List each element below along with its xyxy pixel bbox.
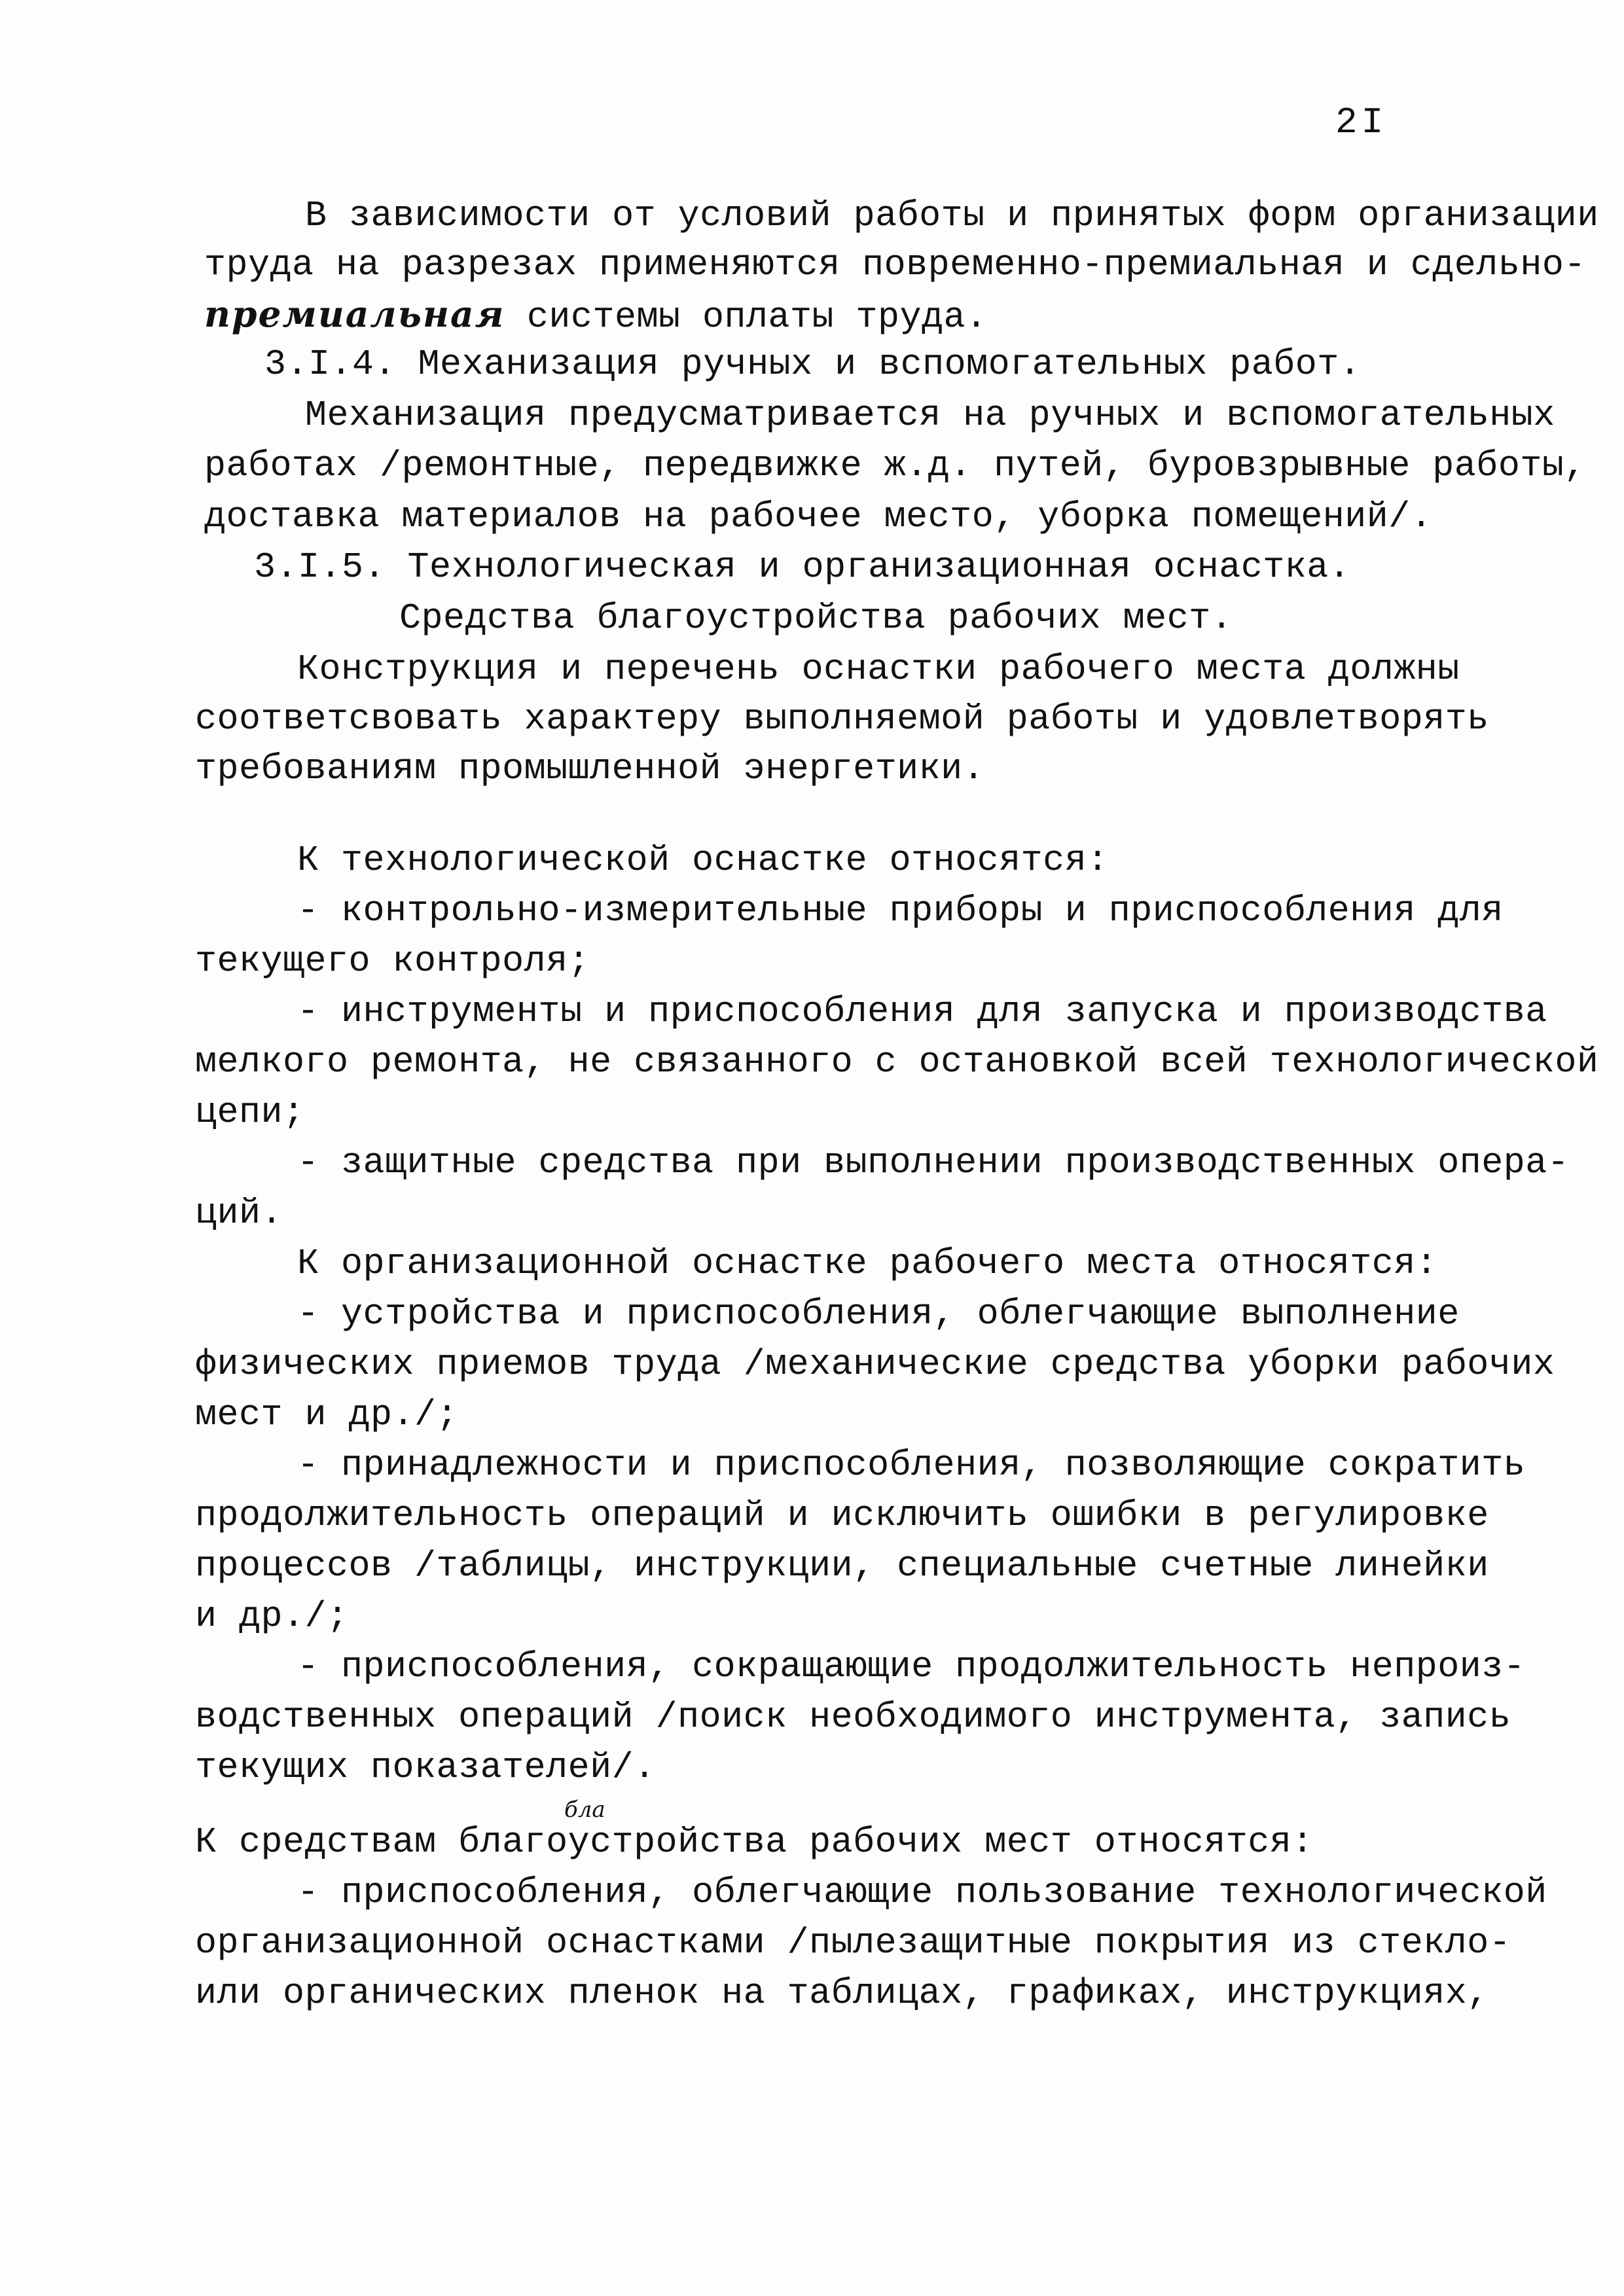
text-line: работах /ремонтные, передвижке ж.д. путей, буровзрывные работы,: [204, 445, 1586, 486]
text-line: К технологической оснастке относятся:: [297, 840, 1109, 881]
handwritten-correction: бла: [564, 1797, 605, 1823]
list-item: - устройства и приспособления, облегчающие выполнение: [297, 1293, 1460, 1335]
list-item: - контрольно-измерительные приборы и приспособления для: [297, 890, 1504, 931]
list-item: - приспособления, сокращающие продолжительность непроиз-: [297, 1646, 1526, 1687]
text-line: Конструкция и перечень оснастки рабочего места должны: [297, 649, 1460, 690]
subheading: Средства благоустройства рабочих мест.: [399, 598, 1233, 639]
list-item: - принадлежности и приспособления, позволяющие сократить: [297, 1444, 1526, 1486]
text-line: ций.: [195, 1193, 283, 1234]
handwritten-word: премиальная: [204, 293, 505, 335]
list-item: - защитные средства при выполнении производственных опера-: [297, 1142, 1570, 1183]
text-line: труда на разрезах применяются повременно-премиальная и сдельно-: [204, 244, 1586, 285]
list-item: - приспособления, облегчающие пользование технологической: [297, 1872, 1547, 1913]
text-line: или органических пленок на таблицах, графиках, инструкциях,: [195, 1973, 1489, 2014]
text-line: организационной оснастками /пылезащитные покрытия из стекло-: [195, 1922, 1511, 1964]
text-line: В зависимости от условий работы и принятых форм организации: [305, 195, 1599, 236]
text-line: текущего контроля;: [195, 941, 590, 982]
text-line: продолжительность операций и исключить ошибки в регулировке: [195, 1495, 1489, 1536]
text-line: Механизация предусматривается на ручных и вспомогательных: [305, 395, 1555, 436]
text-line: и др./;: [195, 1596, 349, 1637]
list-item: - инструменты и приспособления для запуска и производства: [297, 991, 1547, 1032]
section-heading-3-1-4: 3.I.4. Механизация ручных и вспомогательных работ.: [264, 344, 1362, 385]
text-line: физических приемов труда /механические средства уборки рабочих: [195, 1344, 1555, 1385]
text-line: К средствам благоустройства рабочих мест относятся:: [195, 1821, 1314, 1863]
text-line: мелкого ремонта, не связанного с остановкой всей технологической: [195, 1041, 1599, 1083]
text-line: соответсвовать характеру выполняемой работы и удовлетворять: [195, 698, 1489, 740]
text-line: цепи;: [195, 1092, 305, 1133]
text-line: требованиям промышленной энергетики.: [195, 748, 985, 789]
text-line: текущих показателей/.: [195, 1747, 656, 1788]
page-number: 2I: [1335, 101, 1388, 143]
text-line: премиальная системы оплаты труда.: [204, 293, 988, 338]
text-line: водственных операций /поиск необходимого инструмента, запись: [195, 1696, 1511, 1738]
text-line: мест и др./;: [195, 1394, 459, 1435]
section-heading-3-1-5: 3.I.5. Технологическая и организационная оснастка.: [254, 547, 1351, 588]
text-line: К организационной оснастке рабочего места относятся:: [297, 1243, 1438, 1284]
text-line: доставка материалов на рабочее место, уборка помещений/.: [204, 496, 1433, 537]
text-line: процессов /таблицы, инструкции, специальные счетные линейки: [195, 1545, 1489, 1587]
